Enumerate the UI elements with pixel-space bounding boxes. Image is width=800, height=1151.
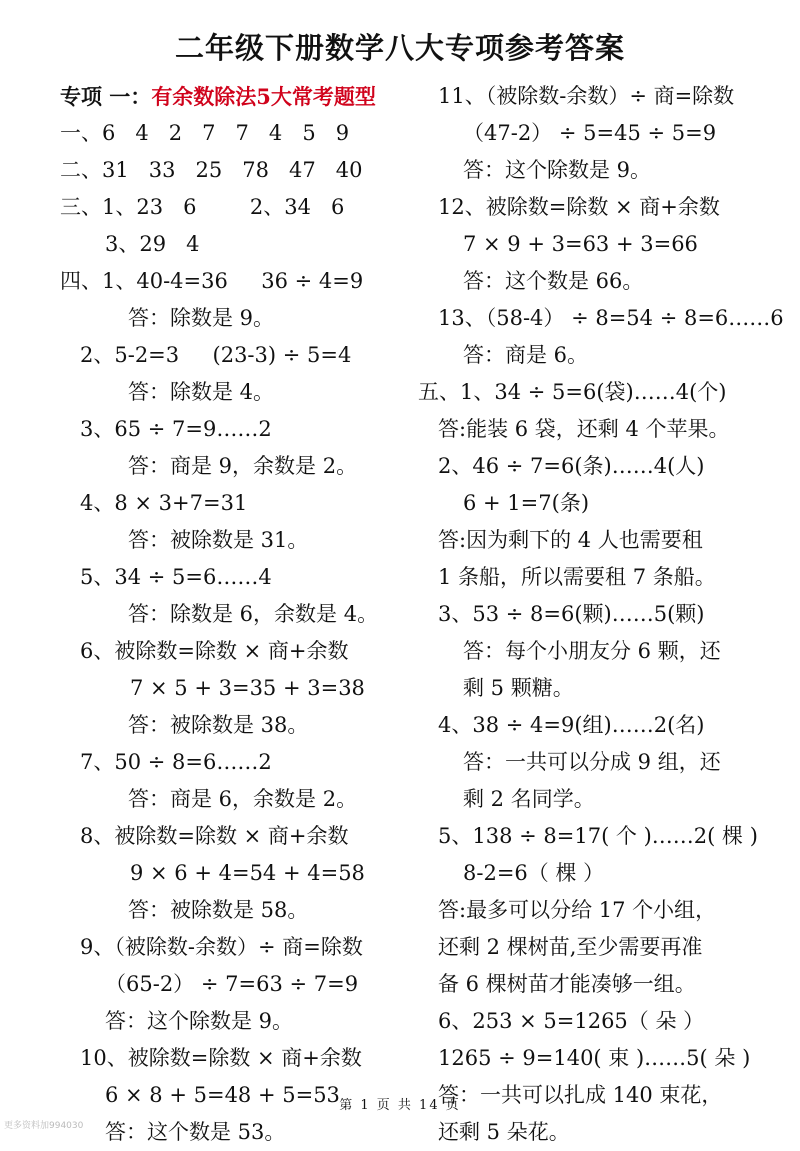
answer-text: 答：除数是 9。: [128, 306, 275, 330]
answer-text: 6 + 1=7(条): [463, 491, 590, 515]
answer-text: 答：每个小朋友分 6 颗，还: [463, 639, 721, 663]
left-answer-line: [60, 929, 420, 966]
answer-text: 9、（被除数-余数）÷ 商=除数: [80, 935, 363, 959]
answer-text: 6、被除数=除数 × 商+余数: [80, 639, 349, 663]
left-answer-line: [60, 1040, 420, 1077]
answer-text: 5、34 ÷ 5=6……4: [80, 565, 272, 589]
answer-text: 答：商是 9，余数是 2。: [128, 454, 358, 478]
section-heading: [60, 78, 420, 115]
left-answer-line: [60, 189, 420, 226]
right-answer-line: [418, 115, 793, 152]
left-answer-line: [60, 1114, 420, 1151]
right-answer-line: [418, 559, 793, 596]
left-answer-line: [60, 448, 420, 485]
left-answer-line: [60, 855, 420, 892]
answer-text: 6、253 × 5=1265（ 朵 ）: [438, 1009, 705, 1033]
answer-text: 剩 2 名同学。: [463, 787, 595, 811]
answer-text: 7、50 ÷ 8=6……2: [80, 750, 272, 774]
right-answer-line: [418, 818, 793, 855]
answer-text: 还剩 5 朵花。: [438, 1120, 570, 1144]
right-answer-line: [418, 1040, 793, 1077]
section-label: 专项 一：: [60, 84, 152, 109]
right-answer-line: [418, 744, 793, 781]
left-answer-line: [60, 411, 420, 448]
page-title: 二年级下册数学八大专项参考答案: [174, 31, 625, 65]
answer-text: 8-2=6（ 棵 ）: [463, 861, 605, 885]
answer-text: 答：这个除数是 9。: [105, 1009, 294, 1033]
right-answer-line: [418, 781, 793, 818]
right-answer-line: [418, 300, 793, 337]
right-answer-line: [418, 485, 793, 522]
right-answer-line: [418, 596, 793, 633]
left-answer-line: [60, 966, 420, 1003]
answer-text: 答：商是 6，余数是 2。: [128, 787, 358, 811]
left-answer-line: [60, 781, 420, 818]
right-answer-line: [418, 337, 793, 374]
answer-text: 3、29 4: [105, 232, 200, 256]
answer-text: 3、53 ÷ 8=6(颗)……5(颗): [438, 602, 705, 626]
answer-text: 答：被除数是 38。: [128, 713, 309, 737]
answer-text: 答：除数是 4。: [128, 380, 275, 404]
left-answer-line: [60, 596, 420, 633]
answer-text: 答：被除数是 31。: [128, 528, 309, 552]
left-answer-line: [60, 300, 420, 337]
right-answer-line: [418, 633, 793, 670]
answer-text: 9 × 6 + 4=54 + 4=58: [130, 861, 365, 885]
left-answer-line: [60, 226, 420, 263]
answer-text: 13、（58-4） ÷ 8=54 ÷ 8=6……6: [438, 306, 784, 330]
answer-text: 答：一共可以分成 9 组，还: [463, 750, 721, 774]
answer-text: 答：这个除数是 9。: [463, 158, 652, 182]
answer-text: 四、1、40-4=36 36 ÷ 4=9: [60, 269, 364, 293]
answer-text: 2、5-2=3 (23-3) ÷ 5=4: [80, 343, 352, 367]
right-answer-line: [418, 226, 793, 263]
answer-text: 备 6 棵树苗才能凑够一组。: [438, 972, 696, 996]
right-answer-line: [418, 929, 793, 966]
right-answer-line: [418, 448, 793, 485]
left-answer-line: [60, 707, 420, 744]
answer-text: 答：一共可以扎成 140 束花，: [438, 1083, 723, 1107]
right-answer-line: [418, 78, 793, 115]
section-topic: 有余数除法5大常考题型: [151, 84, 376, 109]
left-answer-line: [60, 744, 420, 781]
left-answer-line: [60, 337, 420, 374]
answer-text: 7 × 5 + 3=35 + 3=38: [130, 676, 365, 700]
left-answer-line: [60, 152, 420, 189]
left-answer-line: [60, 559, 420, 596]
right-answer-line: [418, 152, 793, 189]
answer-text: 答:因为剩下的 4 人也需要租: [438, 528, 703, 552]
right-answer-line: [418, 1003, 793, 1040]
left-answer-line: [60, 115, 420, 152]
left-answer-line: [60, 374, 420, 411]
left-answer-line: [60, 633, 420, 670]
right-answer-line: [418, 263, 793, 300]
left-answer-line: [60, 892, 420, 929]
answer-text: 答：除数是 6，余数是 4。: [128, 602, 379, 626]
answer-text: （65-2） ÷ 7=63 ÷ 7=9: [105, 972, 359, 996]
answer-text: 答:能装 6 袋，还剩 4 个苹果。: [438, 417, 730, 441]
answer-text: 答：商是 6。: [463, 343, 589, 367]
right-answer-line: [418, 189, 793, 226]
answer-text: 2、46 ÷ 7=6(条)……4(人): [438, 454, 705, 478]
right-answer-line: [418, 411, 793, 448]
answer-text: 7 × 9 + 3=63 + 3=66: [463, 232, 698, 256]
left-answer-line: [60, 1003, 420, 1040]
answer-text: 4、38 ÷ 4=9(组)……2(名): [438, 713, 705, 737]
answer-text: 一、6 4 2 7 7 4 5 9: [60, 121, 350, 145]
answer-text: 11、（被除数-余数）÷ 商=除数: [438, 84, 735, 108]
right-answer-line: [418, 892, 793, 929]
answer-text: 5、138 ÷ 8=17( 个 )……2( 棵 ): [438, 824, 758, 848]
answer-text: 二、31 33 25 78 47 40: [60, 158, 363, 182]
left-column: [60, 78, 420, 1151]
right-answer-line: [418, 855, 793, 892]
left-answer-line: [60, 522, 420, 559]
watermark-text: 更多资料加994030: [4, 1121, 84, 1131]
answer-text: 3、65 ÷ 7=9……2: [80, 417, 272, 441]
answer-text: 答：这个数是 66。: [463, 269, 644, 293]
left-answer-line: [60, 670, 420, 707]
answer-text: 1265 ÷ 9=140( 束 )……5( 朵 ): [438, 1046, 751, 1070]
page-footer: 第 1 页 共 14 页: [339, 1098, 461, 1113]
answer-text: （47-2） ÷ 5=45 ÷ 5=9: [463, 121, 717, 145]
answer-text: 6 × 8 + 5=48 + 5=53: [105, 1083, 340, 1107]
answer-text: 答：这个数是 53。: [105, 1120, 286, 1144]
answer-text: 12、被除数=除数 × 商+余数: [438, 195, 720, 219]
right-column: [418, 78, 793, 1151]
right-answer-line: [418, 670, 793, 707]
answer-text: 还剩 2 棵树苗,至少需要再准: [438, 935, 703, 959]
right-answer-line: [418, 707, 793, 744]
right-answer-line: [418, 1114, 793, 1151]
answer-text: 答：被除数是 58。: [128, 898, 309, 922]
right-answer-line: [418, 374, 793, 411]
answer-text: 4、8 × 3+7=31: [80, 491, 248, 515]
answer-text: 五、1、34 ÷ 5=6(袋)……4(个): [418, 380, 727, 404]
left-answer-line: [60, 263, 420, 300]
right-answer-line: [418, 522, 793, 559]
answer-text: 剩 5 颗糖。: [463, 676, 574, 700]
left-answer-line: [60, 818, 420, 855]
answer-text: 答:最多可以分给 17 个小组，: [438, 898, 717, 922]
answer-text: 8、被除数=除数 × 商+余数: [80, 824, 349, 848]
left-answer-line: [60, 485, 420, 522]
answer-text: 三、1、23 6 2、34 6: [60, 195, 345, 219]
answer-text: 10、被除数=除数 × 商+余数: [80, 1046, 362, 1070]
answer-text: 1 条船，所以需要租 7 条船。: [438, 565, 716, 589]
right-answer-line: [418, 966, 793, 1003]
